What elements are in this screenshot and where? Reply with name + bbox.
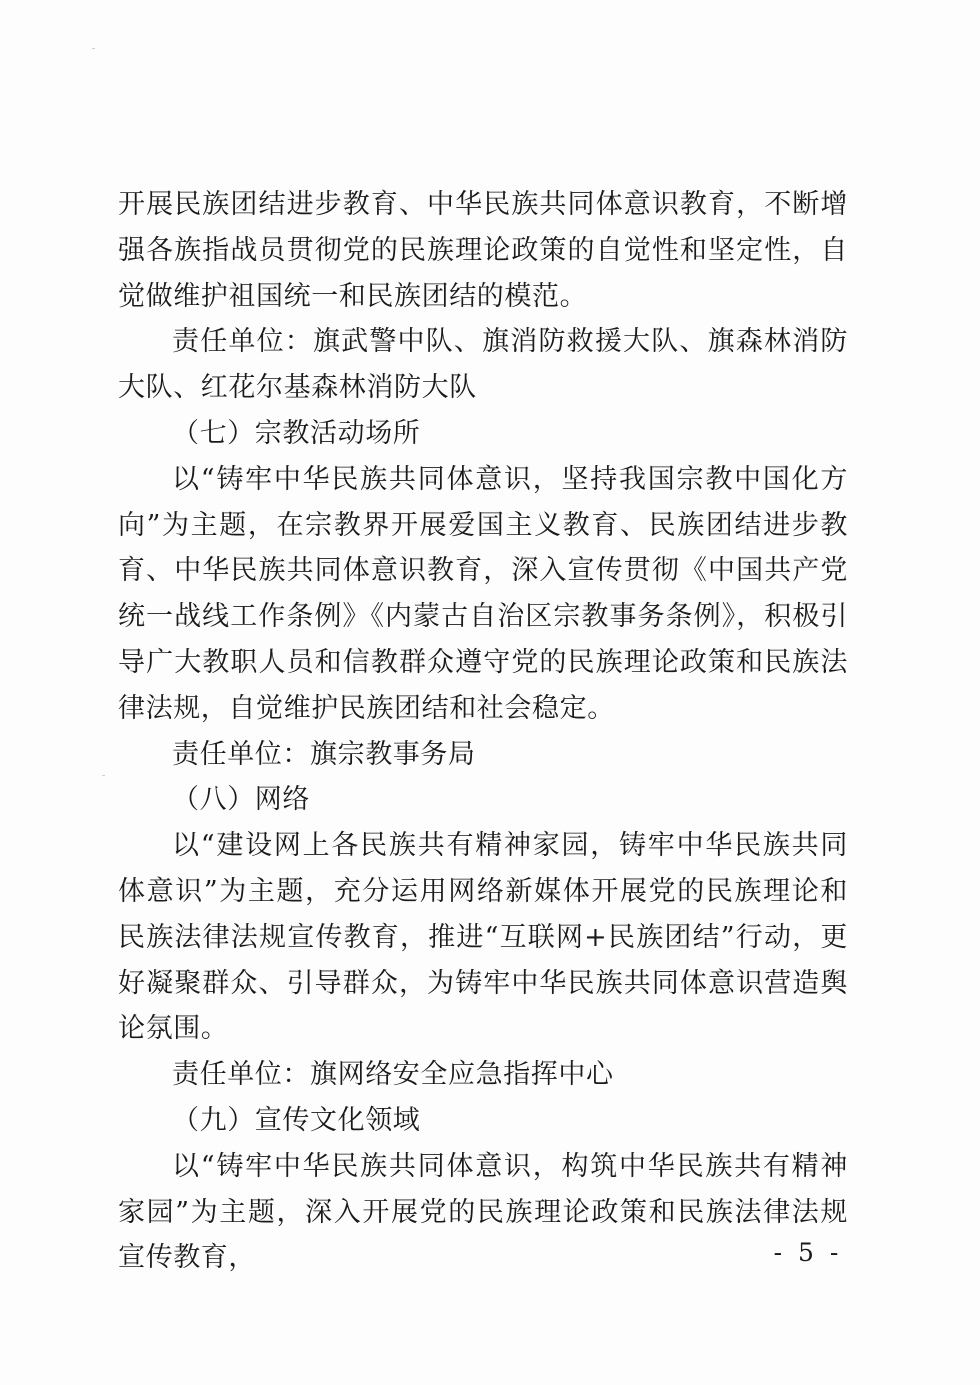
paragraph-intro: 开展民族团结进步教育、中华民族共同体意识教育，不断增强各族指战员贯彻党的民族理论政策的自觉性和坚定性，自觉做维护祖国统一和民族团结的模范。 xyxy=(118,189,848,312)
paragraph-body: 以“建设网上各民族共有精神家园，铸牢中华民族共同体意识”为主题，充分运用网络新媒体开展党的民族理论和民族法律法规宣传教育，推进“互联网+民族团结”行动，更好凝聚群众、引导群众，为铸牢中华民族共同体意识营造舆论氛围。 xyxy=(118,830,848,1045)
document-body xyxy=(118,182,848,1281)
scan-speck xyxy=(92,48,95,49)
section-heading: （九）宣传文化领域 xyxy=(172,1104,421,1136)
paragraph-responsible-unit: 责任单位：旗网络安全应急指挥中心 xyxy=(172,1059,614,1091)
paragraph-body: 以“铸牢中华民族共同体意识，构筑中华民族共有精神家园”为主题，深入开展党的民族理论政策和民族法律法规宣传教育， xyxy=(118,1150,848,1274)
paragraph-responsible-unit: 责任单位：旗宗教事务局 xyxy=(172,738,476,770)
paragraph-body: 以“铸牢中华民族共同体意识，坚持我国宗教中国化方向”为主题，在宗教界开展爱国主义教育、民族团结进步教育、中华民族共同体意识教育，深入宣传贯彻《中国共产党统一战线工作条例》《内蒙古自治区宗教事务条例》，积极引导广大教职人员和信教群众遵守党的民族理论政策和民族法律法规，自觉维护民族团结和社会稳定。 xyxy=(118,463,848,724)
section-heading: （八）网络 xyxy=(172,784,310,816)
section-heading: （七）宗教活动场所 xyxy=(172,417,421,449)
paragraph-responsible-unit: 责任单位：旗武警中队、旗消防救援大队、旗森林消防大队、红花尔基森林消防大队 xyxy=(118,326,848,404)
page-number: - 5 - xyxy=(773,1238,843,1267)
scan-speck xyxy=(102,775,105,776)
